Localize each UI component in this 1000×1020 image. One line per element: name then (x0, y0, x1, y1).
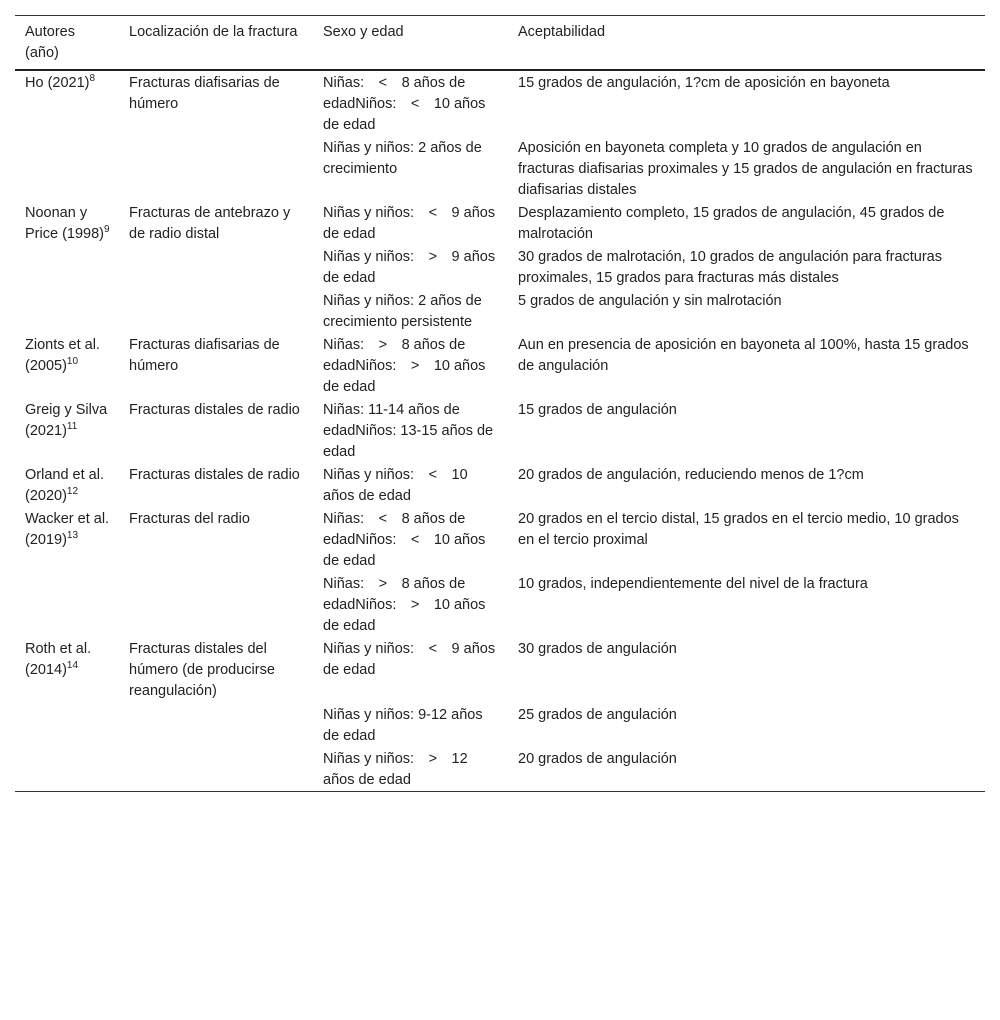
author-cell (15, 333, 119, 398)
sex-age-cell: Niñas y niños: 2 años de crecimiento persistente (323, 292, 482, 330)
sex-age-cell: Niñas y niños: > 9 años de edad (323, 248, 496, 286)
reference-number: 11 (66, 420, 78, 432)
author-cell (15, 70, 119, 201)
author-name: Roth et al. (2014) (25, 640, 92, 678)
location-cell: Fracturas de antebrazo y de radio distal (129, 204, 291, 242)
acceptability-cell: Aun en presencia de aposición en bayoneta al 100%, hasta 15 grados de angulación (518, 336, 969, 374)
author-name: Greig y Silva (2021) (25, 401, 108, 439)
sex-age-cell: Niñas y niños: < 9 años de edad (323, 204, 496, 242)
sex-age-cell: Niñas: < 8 años de edadNiños: < 10 años de edad (323, 510, 486, 569)
reference-number: 12 (66, 485, 79, 497)
author-name: Wacker et al. (2019) (25, 510, 110, 548)
table-row (15, 507, 985, 572)
sex-age-cell: Niñas y niños: 2 años de crecimiento (323, 139, 482, 177)
acceptability-cell: 20 grados de angulación (518, 750, 677, 767)
acceptability-cell: Aposición en bayoneta completa y 10 grados de angulación en fracturas diafisarias proximales y 15 grados de angulación en fracturas diafisarias distales (518, 139, 973, 198)
header-localizacion: Localización de la fractura (129, 24, 298, 40)
location-cell: Fracturas diafisarias de húmero (129, 336, 280, 374)
acceptability-cell: Desplazamiento completo, 15 grados de angulación, 45 grados de malrotación (518, 204, 945, 242)
sex-age-cell: Niñas: < 8 años de edadNiños: < 10 años de edad (323, 74, 486, 133)
acceptability-cell: 15 grados de angulación (518, 401, 677, 418)
reference-number: 13 (66, 529, 79, 541)
acceptability-cell: 10 grados, independientemente del nivel de la fractura (518, 575, 868, 592)
author-cell (15, 507, 119, 637)
acceptability-cell: 20 grados en el tercio distal, 15 grados en el tercio medio, 10 grados en el tercio proximal (518, 510, 959, 548)
sex-age-cell: Niñas y niños: > 12 años de edad (323, 750, 468, 788)
author-name: Noonan y Price (1998) (25, 204, 104, 242)
location-cell: Fracturas distales de radio (129, 466, 300, 483)
header-autores: Autores (año) (25, 24, 75, 61)
table-row (15, 398, 985, 463)
acceptability-cell: 15 grados de angulación, 1?cm de aposición en bayoneta (518, 74, 890, 91)
table-row (15, 333, 985, 398)
header-aceptabilidad: Aceptabilidad (518, 24, 606, 40)
reference-number: 14 (66, 659, 79, 671)
table-body (15, 70, 985, 792)
location-cell: Fracturas distales del húmero (de producirse reangulación) (129, 640, 275, 699)
acceptability-cell: 5 grados de angulación y sin malrotación (518, 292, 782, 309)
reference-number: 9 (103, 223, 110, 235)
author-cell (15, 201, 119, 333)
acceptability-table (15, 15, 985, 792)
reference-number: 8 (89, 72, 96, 84)
sex-age-cell: Niñas: 11-14 años de edadNiños: 13-15 años de edad (323, 401, 494, 460)
sex-age-cell: Niñas y niños: < 10 años de edad (323, 466, 468, 504)
location-cell: Fracturas distales de radio (129, 401, 300, 418)
acceptability-cell: 25 grados de angulación (518, 706, 677, 723)
author-name: Zionts et al. (2005) (25, 336, 100, 374)
table-row (15, 201, 985, 245)
table-row (15, 463, 985, 507)
location-cell: Fracturas del radio (129, 510, 250, 527)
header-sexo-edad: Sexo y edad (323, 24, 404, 40)
author-cell (15, 637, 119, 792)
table-row (15, 637, 985, 703)
author-name: Ho (2021) (25, 74, 90, 91)
sex-age-cell: Niñas y niños: < 9 años de edad (323, 640, 496, 678)
location-cell: Fracturas diafisarias de húmero (129, 74, 280, 112)
author-cell (15, 398, 119, 463)
sex-age-cell: Niñas: > 8 años de edadNiños: > 10 años de edad (323, 336, 486, 395)
acceptability-cell: 30 grados de angulación (518, 640, 677, 657)
acceptability-cell: 20 grados de angulación, reduciendo menos de 1?cm (518, 466, 864, 483)
acceptability-cell: 30 grados de malrotación, 10 grados de angulación para fracturas proximales, 15 grados para fracturas más distales (518, 248, 942, 286)
sex-age-cell: Niñas: > 8 años de edadNiños: > 10 años de edad (323, 575, 486, 634)
author-cell (15, 463, 119, 507)
table-row (15, 70, 985, 136)
table-header-row (15, 16, 985, 70)
sex-age-cell: Niñas y niños: 9-12 años de edad (323, 706, 483, 744)
reference-number: 10 (66, 355, 79, 367)
author-name: Orland et al. (2020) (25, 466, 104, 504)
